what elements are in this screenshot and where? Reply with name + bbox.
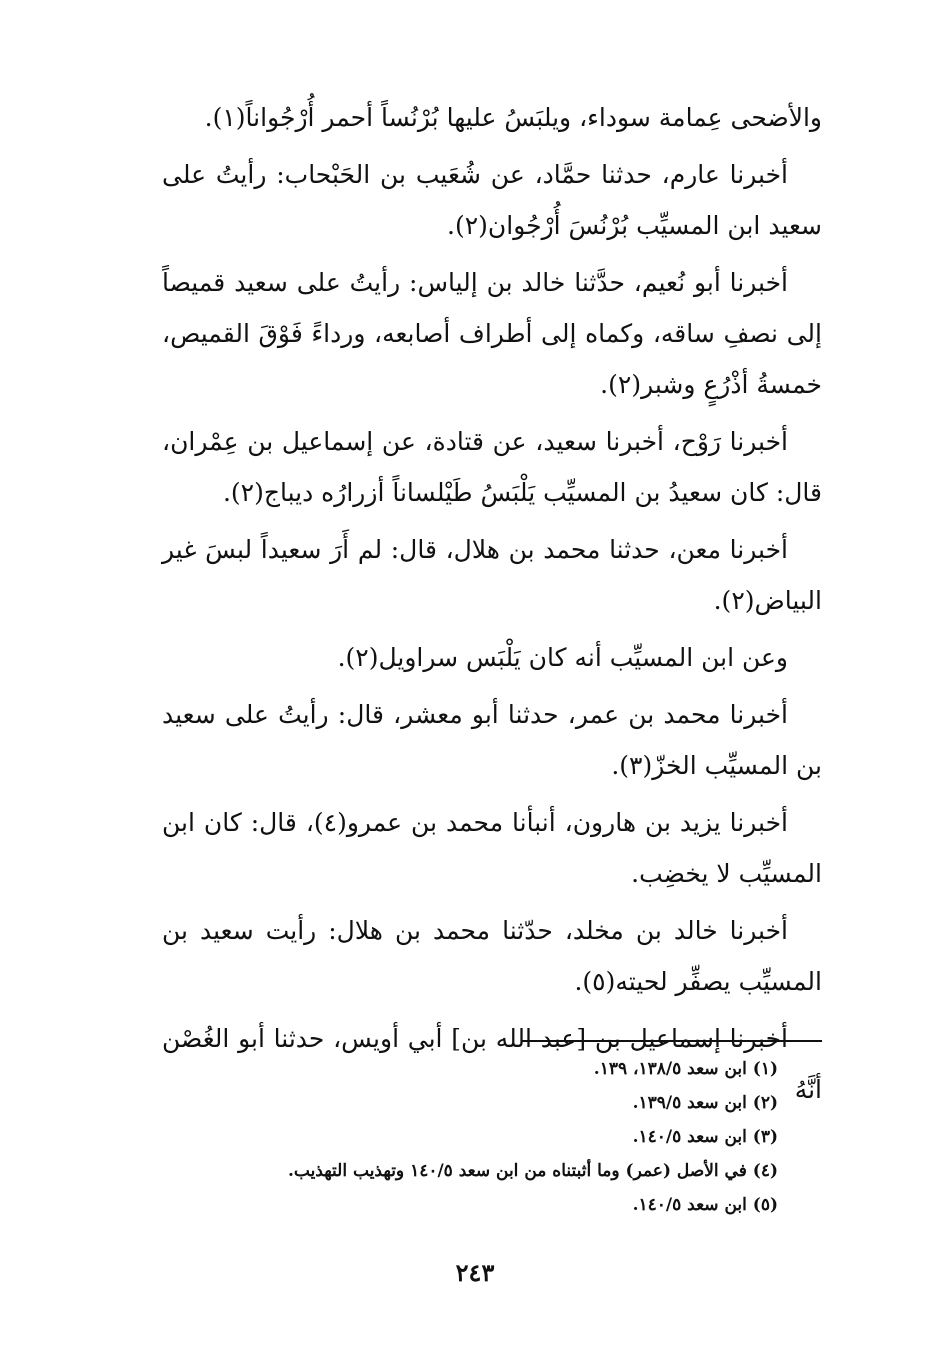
paragraph-8: أخبرنا يزيد بن هارون، أنبأنا محمد بن عمرو(٤)، قال: كان ابن المسيِّب لا يخضِب. (162, 808, 822, 888)
paragraph-2: أخبرنا عارم، حدثنا حمَّاد، عن شُعَيب بن الحَبْحاب: رأيتُ على سعيد ابن المسيِّب بُرْنُسَ أُرْجُوان(٢). (162, 160, 822, 240)
paragraph-1: والأضحى عِمامة سوداء، ويلبَسُ عليها بُرْنُساً أحمر أُرْجُواناً(١). (204, 103, 822, 132)
paragraph-7: أخبرنا محمد بن عمر، حدثنا أبو معشر، قال: رأيتُ على سعيد بن المسيِّب الخزّ(٣). (162, 700, 822, 780)
body-text (162, 92, 822, 1121)
paragraph-3: أخبرنا أبو نُعيم، حدَّثنا خالد بن إلياس: رأيتُ على سعيد قميصاً إلى نصفِ ساقه، وكماه إلى أطراف أصابعه، ورداءً فَوْقَ القميص، خمسةُ أذْرُعٍ وشبر(٢). (162, 268, 822, 399)
footnote-3: (٣) ابن سعد ١٤٠/٥. (632, 1127, 778, 1147)
paragraph-6: وعن ابن المسيِّب أنه كان يَلْبَس سراويل(٢). (337, 643, 788, 672)
paragraph-10: أخبرنا إسماعيل بن [عبد الله بن] أبي أويس، حدثنا أبو الغُصْن أنَّهُ (162, 1024, 822, 1104)
footnote-2: (٢) ابن سعد ١٣٩/٥. (632, 1093, 778, 1113)
footnote-5: (٥) ابن سعد ١٤٠/٥. (632, 1195, 778, 1215)
footnote-4: (٤) في الأصل (عمر) وما أثبتناه من ابن سعد ١٤٠/٥ وتهذيب التهذيب. (287, 1161, 778, 1181)
footnotes (158, 1052, 778, 1222)
footnote-divider (522, 1040, 822, 1042)
paragraph-5: أخبرنا معن، حدثنا محمد بن هلال، قال: لم أَرَ سعيداً لبسَ غير البياض(٢). (162, 535, 822, 615)
paragraph-4: أخبرنا رَوْح، أخبرنا سعيد، عن قتادة، عن إسماعيل بن عِمْران، قال: كان سعيدُ بن المسيِّب يَلْبَسُ طَيْلساناً أزرارُه ديباج(٢). (162, 427, 822, 507)
paragraph-9: أخبرنا خالد بن مخلد، حدّثنا محمد بن هلال: رأيت سعيد بن المسيِّب يصفِّر لحيته(٥). (162, 916, 822, 996)
footnote-1: (١) ابن سعد ١٣٨/٥، ١٣٩. (593, 1059, 778, 1079)
page-number: ٢٤٣ (455, 1258, 495, 1287)
